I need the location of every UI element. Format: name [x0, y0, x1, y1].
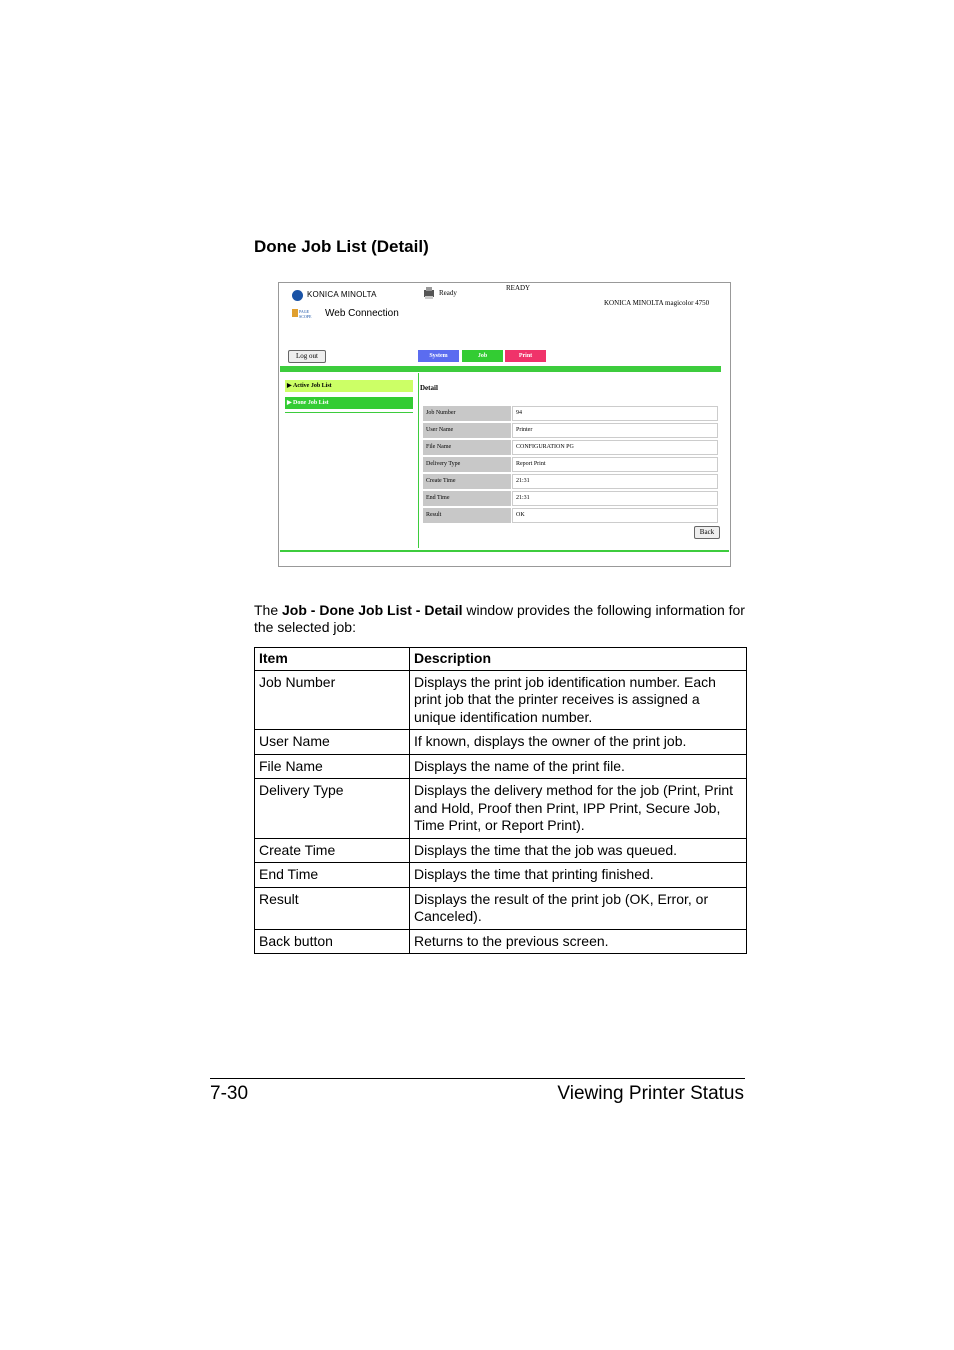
detail-label: Job Number — [423, 406, 511, 421]
table-header-row — [255, 648, 747, 671]
detail-value: Printer — [512, 423, 718, 438]
detail-label: Result — [423, 508, 511, 523]
detail-value: 94 — [512, 406, 718, 421]
arrow-right-icon: ▶ — [287, 383, 292, 389]
table-row — [255, 863, 747, 888]
svg-text:PAGE: PAGE — [299, 309, 310, 314]
page-number: 7-30 — [210, 1083, 249, 1104]
tab-job[interactable]: Job — [462, 350, 503, 362]
detail-row — [423, 457, 718, 472]
table-row — [255, 929, 747, 954]
table-row — [255, 887, 747, 929]
item-cell: Result — [255, 887, 410, 929]
nav-label: Active Job List — [293, 383, 332, 389]
nav-label: Done Job List — [293, 400, 329, 406]
tab-system[interactable]: System — [418, 350, 459, 362]
item-cell: User Name — [255, 730, 410, 755]
detail-row — [423, 491, 718, 506]
column-header: Description — [410, 648, 747, 671]
header-bar — [280, 366, 721, 372]
item-cell: Back button — [255, 929, 410, 954]
detail-value: 21:31 — [512, 491, 718, 506]
konica-minolta-logo-icon — [292, 290, 303, 301]
detail-row — [423, 474, 718, 489]
section-heading: Done Job List (Detail) — [254, 237, 429, 256]
detail-label: Delivery Type — [423, 457, 511, 472]
web-connection-screenshot — [278, 282, 731, 567]
detail-label: File Name — [423, 440, 511, 455]
description-cell: Displays the name of the print file. — [410, 754, 747, 779]
item-cell: End Time — [255, 863, 410, 888]
footer-bar — [280, 550, 729, 552]
section-title: Viewing Printer Status — [557, 1083, 744, 1104]
description-cell: Displays the result of the print job (OK, Error, or Canceled). — [410, 887, 747, 929]
printer-ready-label: Ready — [439, 289, 457, 297]
description-table — [254, 647, 747, 954]
description-cell: If known, displays the owner of the print job. — [410, 730, 747, 755]
detail-value: Report Print — [512, 457, 718, 472]
description-cell: Displays the print job identification number. Each print job that the printer receives is assigned a unique identification number. — [410, 670, 747, 730]
nav-active-job-list[interactable] — [285, 380, 413, 392]
model-name: KONICA MINOLTA magicolor 4750 — [604, 299, 710, 307]
back-button[interactable]: Back — [694, 526, 720, 539]
description-cell: Displays the time that the job was queued. — [410, 838, 747, 863]
item-cell: Job Number — [255, 670, 410, 730]
intro-text: window provides the following information for the selected job: — [254, 602, 745, 635]
detail-value: 21:31 — [512, 474, 718, 489]
table-row — [255, 838, 747, 863]
detail-row — [423, 508, 718, 523]
description-cell: Returns to the previous screen. — [410, 929, 747, 954]
column-header: Item — [255, 648, 410, 671]
detail-row — [423, 406, 718, 421]
status-text: READY — [506, 284, 531, 292]
intro-window-name: Job - Done Job List - Detail — [282, 602, 463, 618]
table-row — [255, 754, 747, 779]
description-cell: Displays the delivery method for the job (Print, Print and Hold, Proof then Print, IPP Print, Secure Job, Time Print, or Report Print). — [410, 779, 747, 839]
intro-text: The — [254, 602, 283, 618]
detail-label: User Name — [423, 423, 511, 438]
pagescope-logo-icon — [292, 307, 310, 319]
brand-name: KONICA MINOLTA — [307, 290, 377, 299]
table-row — [255, 730, 747, 755]
item-cell: File Name — [255, 754, 410, 779]
detail-row — [423, 423, 718, 438]
intro-paragraph — [254, 602, 754, 636]
detail-value: OK — [512, 508, 718, 523]
svg-text:SCOPE: SCOPE — [299, 314, 312, 319]
printer-icon — [422, 286, 436, 300]
table-row — [255, 670, 747, 730]
table-row — [255, 779, 747, 839]
item-cell: Create Time — [255, 838, 410, 863]
detail-title: Detail — [420, 384, 438, 392]
detail-label: Create Time — [423, 474, 511, 489]
item-cell: Delivery Type — [255, 779, 410, 839]
nav-done-job-list[interactable] — [285, 397, 413, 409]
detail-label: End Time — [423, 491, 511, 506]
footer-rule — [210, 1078, 745, 1079]
logout-button[interactable]: Log out — [288, 350, 326, 363]
description-cell: Displays the time that printing finished. — [410, 863, 747, 888]
detail-value: CONFIGURATION PG — [512, 440, 718, 455]
arrow-right-icon: ▶ — [287, 400, 292, 406]
tab-print[interactable]: Print — [505, 350, 546, 362]
nav-divider — [285, 412, 413, 413]
web-connection-title: Web Connection — [325, 308, 399, 319]
detail-row — [423, 440, 718, 455]
vertical-divider — [418, 373, 419, 548]
